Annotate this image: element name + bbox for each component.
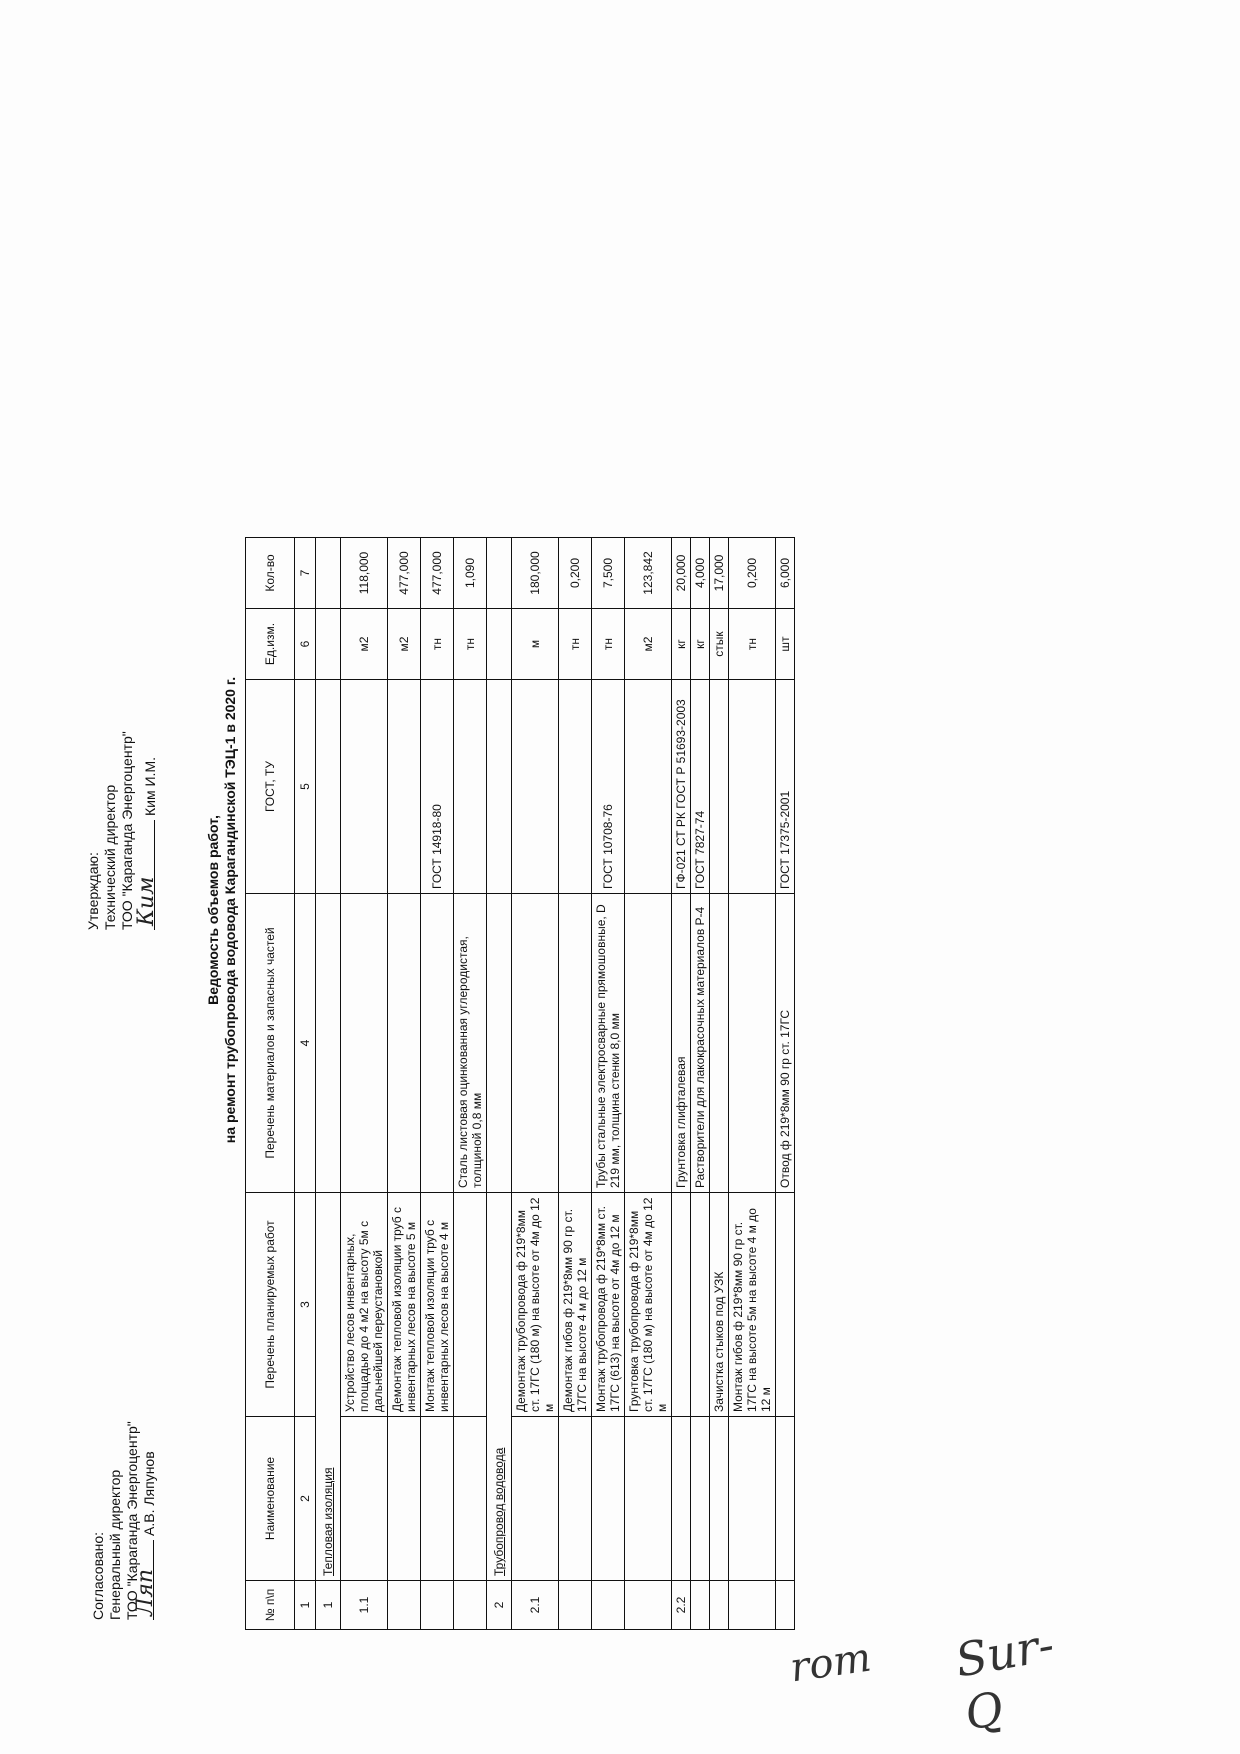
material-cell: Растворители для лакокрасочных материалов Р-4 bbox=[691, 894, 710, 1193]
rotated-sheet bbox=[30, 170, 1130, 1690]
gost-cell: ГФ-021 СТ РК ГОСТ Р 51693-2003 bbox=[672, 680, 691, 894]
table-row bbox=[710, 538, 729, 1630]
gost-cell: ГОСТ 10708-76 bbox=[592, 680, 625, 894]
document-title bbox=[205, 310, 239, 1510]
row-number bbox=[625, 1581, 672, 1630]
row-number: 2.2 bbox=[672, 1581, 691, 1630]
unit-cell: кг bbox=[691, 609, 710, 680]
quantity-cell: 4,000 bbox=[691, 538, 710, 609]
unit-cell: м2 bbox=[388, 609, 421, 680]
planned-work-cell bbox=[454, 1193, 487, 1417]
quantity-cell: 118,000 bbox=[341, 538, 388, 609]
row-number bbox=[388, 1581, 421, 1630]
unit-cell: шт bbox=[776, 609, 795, 680]
header-qty: Кол-во bbox=[246, 538, 295, 609]
material-cell bbox=[559, 894, 592, 1193]
unit-cell: кг bbox=[672, 609, 691, 680]
gost-cell: ГОСТ 17375-2001 bbox=[776, 680, 795, 894]
unit-cell: тн bbox=[421, 609, 454, 680]
approved-org: ТОО "Караганда Энергоцентр" bbox=[119, 731, 135, 930]
name-cell bbox=[388, 1417, 421, 1581]
material-cell bbox=[710, 894, 729, 1193]
material-cell bbox=[625, 894, 672, 1193]
material-cell bbox=[729, 894, 776, 1193]
header-gost: ГОСТ, ТУ bbox=[246, 680, 295, 894]
unit-cell: м2 bbox=[625, 609, 672, 680]
quantity-cell: 0,200 bbox=[729, 538, 776, 609]
header-work: Перечень планируемых работ bbox=[246, 1193, 295, 1417]
planned-work-cell: Демонтаж трубопровода ф 219*8мм ст. 17ГС (180 м) на высоте от 4м до 12 м bbox=[512, 1193, 559, 1417]
name-cell bbox=[592, 1417, 625, 1581]
table-row bbox=[776, 538, 795, 1630]
gost-cell bbox=[729, 680, 776, 894]
material-cell: Трубы стальные электросварные прямошовные, D 219 мм, толщина стенки 8,0 мм bbox=[592, 894, 625, 1193]
agreed-block bbox=[90, 1421, 158, 1620]
name-cell bbox=[625, 1417, 672, 1581]
header-unit: Ед.изм. bbox=[246, 609, 295, 680]
row-number: 1.1 bbox=[341, 1581, 388, 1630]
planned-work-cell: Грунтовка трубопровода ф 219*8мм ст. 17ГС (180 м) на высоте от 4м до 12 м bbox=[625, 1193, 672, 1417]
handwritten-mark: rom bbox=[787, 1634, 874, 1692]
table-row bbox=[592, 538, 625, 1630]
section-row bbox=[487, 538, 512, 1630]
handwritten-signature: Ляп bbox=[133, 1568, 158, 1616]
material-cell: Сталь листовая оцинкованная углеродистая, толщиной 0,8 мм bbox=[454, 894, 487, 1193]
planned-work-cell bbox=[672, 1193, 691, 1417]
name-cell bbox=[672, 1417, 691, 1581]
planned-work-cell: Монтаж тепловой изоляции труб с инвентарных лесов на высоте 4 м bbox=[421, 1193, 454, 1417]
table-body bbox=[316, 538, 795, 1630]
empty-cell bbox=[487, 680, 512, 894]
column-number-row bbox=[295, 538, 316, 1630]
unit-cell: м bbox=[512, 609, 559, 680]
material-cell: Грунтовка глифталевая bbox=[672, 894, 691, 1193]
table-row bbox=[691, 538, 710, 1630]
empty-cell bbox=[487, 609, 512, 680]
section-name: Трубопровод водовода bbox=[487, 1193, 512, 1581]
agreed-position: Генеральный директор bbox=[107, 1469, 123, 1620]
work-volume-table bbox=[245, 537, 795, 1630]
table-row bbox=[729, 538, 776, 1630]
col-number: 7 bbox=[295, 538, 316, 609]
table-row bbox=[625, 538, 672, 1630]
table-row bbox=[421, 538, 454, 1630]
quantity-cell: 7,500 bbox=[592, 538, 625, 609]
approved-name: Ким И.М. bbox=[142, 757, 158, 816]
approved-label: Утверждаю: bbox=[85, 852, 101, 930]
planned-work-cell: Монтаж трубопровода ф 219*8мм ст. 17ГС (613) на высоте от 4м до 12 м bbox=[592, 1193, 625, 1417]
name-cell bbox=[454, 1417, 487, 1581]
signature-line bbox=[134, 820, 159, 930]
material-cell bbox=[512, 894, 559, 1193]
row-number bbox=[559, 1581, 592, 1630]
material-cell bbox=[421, 894, 454, 1193]
name-cell bbox=[729, 1417, 776, 1581]
title-line-1: Ведомость объемов работ, bbox=[205, 815, 221, 1005]
section-row bbox=[316, 538, 341, 1630]
row-number bbox=[592, 1581, 625, 1630]
row-number bbox=[776, 1581, 795, 1630]
quantity-cell: 20,000 bbox=[672, 538, 691, 609]
col-number: 3 bbox=[295, 1193, 316, 1417]
quantity-cell: 477,000 bbox=[388, 538, 421, 609]
unit-cell: тн bbox=[729, 609, 776, 680]
name-cell bbox=[341, 1417, 388, 1581]
empty-cell bbox=[487, 538, 512, 609]
gost-cell bbox=[559, 680, 592, 894]
table-header-row bbox=[246, 538, 295, 1630]
work-volume-table-wrapper bbox=[245, 537, 795, 1630]
approved-block bbox=[85, 731, 159, 930]
header-material: Перечень материалов и запасных частей bbox=[246, 894, 295, 1193]
quantity-cell: 17,000 bbox=[710, 538, 729, 609]
row-number bbox=[421, 1581, 454, 1630]
row-number: 2.1 bbox=[512, 1581, 559, 1630]
col-number: 5 bbox=[295, 680, 316, 894]
name-cell bbox=[559, 1417, 592, 1581]
unit-cell: тн bbox=[592, 609, 625, 680]
gost-cell: ГОСТ 7827-74 bbox=[691, 680, 710, 894]
table-row bbox=[388, 538, 421, 1630]
material-cell bbox=[341, 894, 388, 1193]
agreed-name: А.В. Ляпунов bbox=[141, 1451, 157, 1536]
agreed-label: Согласовано: bbox=[90, 1531, 106, 1620]
empty-cell bbox=[316, 609, 341, 680]
name-cell bbox=[421, 1417, 454, 1581]
empty-cell bbox=[316, 894, 341, 1193]
name-cell bbox=[710, 1417, 729, 1581]
unit-cell: м2 bbox=[341, 609, 388, 680]
gost-cell: ГОСТ 14918-80 bbox=[421, 680, 454, 894]
section-number: 1 bbox=[316, 1581, 341, 1630]
material-cell: Отвод ф 219*8мм 90 гр ст. 17ГС bbox=[776, 894, 795, 1193]
header-num: № п\п bbox=[246, 1581, 295, 1630]
quantity-cell: 1,090 bbox=[454, 538, 487, 609]
empty-cell bbox=[487, 894, 512, 1193]
material-cell bbox=[388, 894, 421, 1193]
title-line-2: на ремонт трубопровода водовода Карагандинской ТЭЦ-1 в 2020 г. bbox=[222, 676, 238, 1144]
col-number: 6 bbox=[295, 609, 316, 680]
row-number bbox=[710, 1581, 729, 1630]
unit-cell: тн bbox=[559, 609, 592, 680]
gost-cell bbox=[512, 680, 559, 894]
gost-cell bbox=[710, 680, 729, 894]
header-name: Наименование bbox=[246, 1417, 295, 1581]
col-number: 4 bbox=[295, 894, 316, 1193]
quantity-cell: 180,000 bbox=[512, 538, 559, 609]
gost-cell bbox=[388, 680, 421, 894]
gost-cell bbox=[625, 680, 672, 894]
planned-work-cell: Демонтаж тепловой изоляции труб с инвентарных лесов на высоте 5 м bbox=[388, 1193, 421, 1417]
unit-cell: тн bbox=[454, 609, 487, 680]
handwritten-signature: Ким bbox=[134, 876, 159, 926]
planned-work-cell: Монтаж гибов ф 219*8мм 90 гр ст. 17ГС на высоте 5м на высоте 4 м до 12 м bbox=[729, 1193, 776, 1417]
row-number bbox=[691, 1581, 710, 1630]
name-cell bbox=[691, 1417, 710, 1581]
planned-work-cell: Зачистка стыков под УЗК bbox=[710, 1193, 729, 1417]
section-name: Тепловая изоляция bbox=[316, 1193, 341, 1581]
planned-work-cell bbox=[776, 1193, 795, 1417]
table-row bbox=[672, 538, 691, 1630]
gost-cell bbox=[341, 680, 388, 894]
name-cell bbox=[776, 1417, 795, 1581]
table-row bbox=[341, 538, 388, 1630]
gost-cell bbox=[454, 680, 487, 894]
section-number: 2 bbox=[487, 1581, 512, 1630]
planned-work-cell: Устройство лесов инвентарных, площадью до 4 м2 на высоту 5м с дальнейшей переустановкой bbox=[341, 1193, 388, 1417]
col-number: 1 bbox=[295, 1581, 316, 1630]
signature-line bbox=[133, 1540, 158, 1620]
table-row bbox=[454, 538, 487, 1630]
quantity-cell: 6,000 bbox=[776, 538, 795, 609]
quantity-cell: 123,842 bbox=[625, 538, 672, 609]
unit-cell: стык bbox=[710, 609, 729, 680]
row-number bbox=[729, 1581, 776, 1630]
col-number: 2 bbox=[295, 1417, 316, 1581]
agreed-org: ТОО "Караганда Энергоцентр" bbox=[124, 1421, 140, 1620]
planned-work-cell bbox=[691, 1193, 710, 1417]
quantity-cell: 0,200 bbox=[559, 538, 592, 609]
empty-cell bbox=[316, 538, 341, 609]
row-number bbox=[454, 1581, 487, 1630]
name-cell bbox=[512, 1417, 559, 1581]
empty-cell bbox=[316, 680, 341, 894]
table-row bbox=[559, 538, 592, 1630]
planned-work-cell: Демонтаж гибов ф 219*8мм 90 гр ст. 17ГС на высоте 4 м до 12 м bbox=[559, 1193, 592, 1417]
table-row bbox=[512, 538, 559, 1630]
handwritten-signature: Sur-Q bbox=[951, 1617, 1058, 1741]
quantity-cell: 477,000 bbox=[421, 538, 454, 609]
approved-position: Технический директор bbox=[102, 784, 118, 930]
